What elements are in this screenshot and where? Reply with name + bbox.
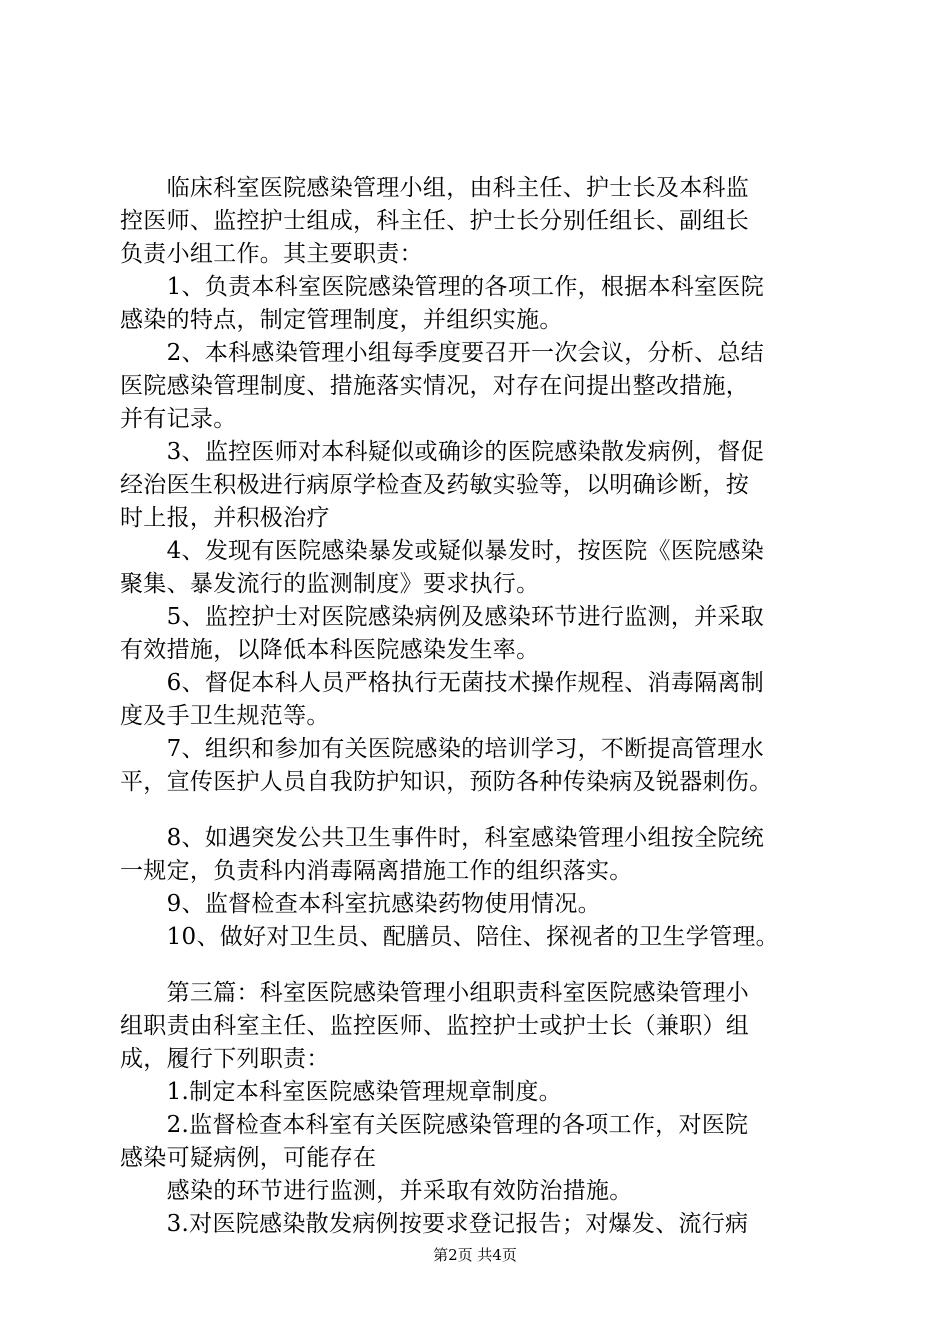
paragraph-line: 度及手卫生规范等。 — [120, 703, 330, 729]
paragraph-line: 4、发现有医院感染暴发或疑似暴发时，按医院《医院感染 — [120, 538, 765, 564]
paragraph-line: 感染的环节进行监测，并采取有效防治措施。 — [120, 1178, 633, 1204]
paragraph-line: 8、如遇突发公共卫生事件时，科室感染管理小组按全院统 — [120, 825, 765, 851]
paragraph-line: 成，履行下列职责： — [120, 1046, 330, 1072]
section-heading-line: 第三篇：科室医院感染管理小组职责科室医院感染管理小 — [120, 980, 750, 1006]
paragraph-line: 控医师、监控护士组成，科主任、护士长分别任组长、副组长 — [120, 208, 750, 234]
paragraph-line: 1、负责本科室医院感染管理的各项工作，根据本科室医院 — [120, 274, 765, 300]
paragraph-line: 时上报，并积极治疗 — [120, 505, 330, 531]
paragraph-line: 临床科室医院感染管理小组，由科主任、护士长及本科监 — [120, 175, 750, 201]
paragraph-line: 一规定，负责科内消毒隔离措施工作的组织落实。 — [120, 858, 633, 884]
paragraph-line: 7、组织和参加有关医院感染的培训学习，不断提高管理水 — [120, 736, 765, 762]
paragraph-line: 9、监督检查本科室抗感染药物使用情况。 — [120, 891, 601, 917]
paragraph-line: 5、监控护士对医院感染病例及感染环节进行监测，并采取 — [120, 604, 765, 630]
paragraph-line: 3.对医院感染散发病例按要求登记报告；对爆发、流行病 — [120, 1211, 749, 1237]
paragraph-line: 感染可疑病例，可能存在 — [120, 1145, 377, 1171]
paragraph-line: 有效措施，以降低本科医院感染发生率。 — [120, 637, 540, 663]
paragraph-line: 6、督促本科人员严格执行无菌技术操作规程、消毒隔离制 — [120, 670, 765, 696]
paragraph-line: 并有记录。 — [120, 406, 237, 432]
paragraph-line: 感染的特点，制定管理制度，并组织实施。 — [120, 307, 563, 333]
paragraph-line: 负责小组工作。其主要职责： — [120, 241, 423, 267]
paragraph-line: 医院感染管理制度、措施落实情况，对存在问提出整改措施， — [120, 373, 750, 399]
paragraph-line: 2.监督检查本科室有关医院感染管理的各项工作，对医院 — [120, 1112, 749, 1138]
paragraph-line: 经治医生积极进行病原学检查及药敏实验等，以明确诊断，按 — [120, 472, 750, 498]
paragraph-line: 平，宣传医护人员自我防护知识，预防各种传染病及锐器刺伤。 — [120, 769, 773, 795]
paragraph-line: 聚集、暴发流行的监测制度》要求执行。 — [120, 571, 540, 597]
paragraph-line: 1.制定本科室医院感染管理规章制度。 — [120, 1079, 562, 1105]
paragraph-line: 2、本科感染管理小组每季度要召开一次会议，分析、总结 — [120, 340, 765, 366]
page-number-footer: 第2页 共4页 — [433, 1246, 517, 1264]
paragraph-line: 10、做好对卫生员、配膳员、陪住、探视者的卫生学管理。 — [120, 924, 779, 950]
paragraph-line: 组职责由科室主任、监控医师、监控护士或护士长（兼职）组 — [120, 1013, 750, 1039]
paragraph-line: 3、监控医师对本科疑似或确诊的医院感染散发病例，督促 — [120, 439, 765, 465]
